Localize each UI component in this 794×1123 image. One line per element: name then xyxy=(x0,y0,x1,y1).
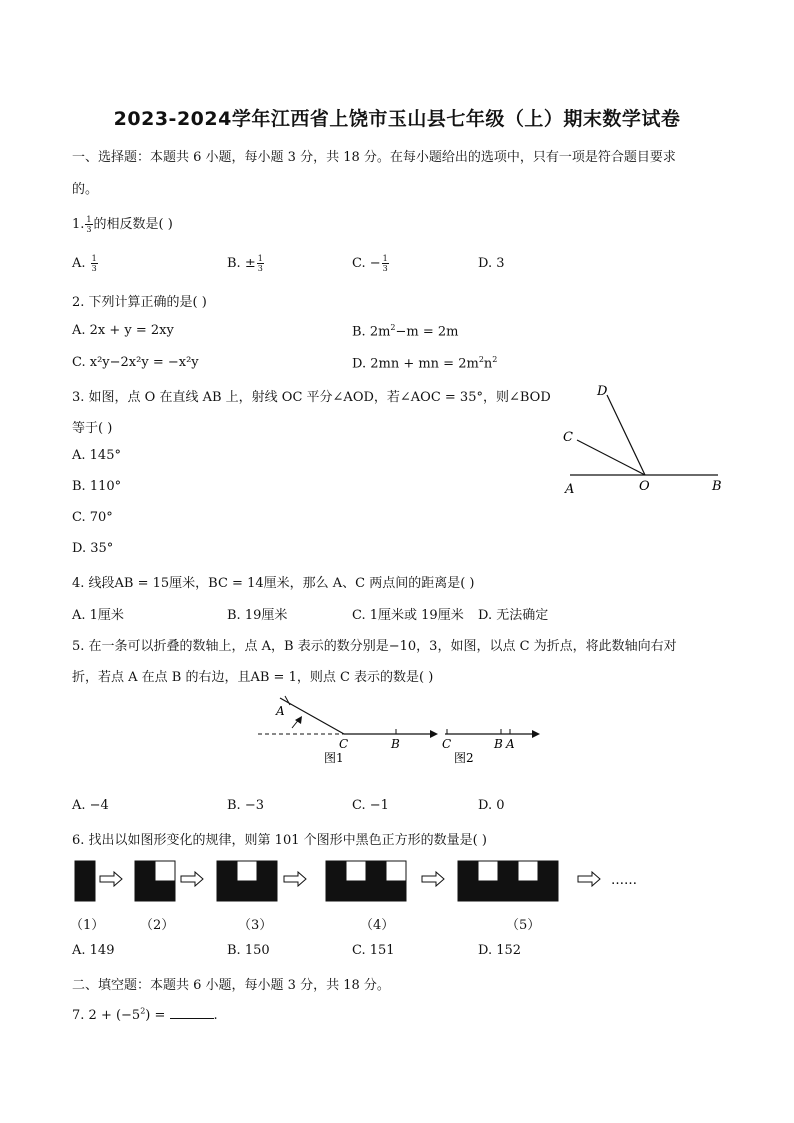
q2-option-d: D. 2mn + mn = $2m^2n^2$ xyxy=(352,355,498,372)
q3-option-a: A. 145° xyxy=(72,448,121,463)
fig2-label-c: C xyxy=(442,737,452,751)
question-1-stem xyxy=(72,213,173,234)
question-2-stem: 2. 下列计算正确的是( ) xyxy=(72,295,207,310)
q2-option-a: A. 2x + y = 2xy xyxy=(72,323,174,338)
q6-option-a: A. 149 xyxy=(72,943,115,958)
q6-caption-5: （5） xyxy=(506,918,541,933)
question-3-stem-line2: 等于( ) xyxy=(72,421,113,436)
q1-fraction: $\frac{1}{3}$ xyxy=(86,215,92,234)
q3-option-c: C. 70° xyxy=(72,510,113,525)
q2-option-c: C. x²y−2x²y = −x²y xyxy=(72,355,199,370)
fig2-caption: 图2 xyxy=(454,751,474,765)
q3-angle-figure xyxy=(555,378,735,498)
ray-od xyxy=(607,395,645,475)
q6-caption-1: （1） xyxy=(70,918,105,933)
q3-option-b: B. 110° xyxy=(72,479,122,494)
q6-option-d: D. 152 xyxy=(478,943,522,958)
fig2-label-b: B xyxy=(494,737,503,751)
fig1-label-b: B xyxy=(391,737,400,751)
fig2-arrowhead xyxy=(532,730,540,738)
q6-option-b: B. 150 xyxy=(227,943,270,958)
label-b: B xyxy=(712,479,722,494)
fig1-tick-a xyxy=(285,696,290,705)
ray-oc xyxy=(577,440,645,475)
q6-caption-3: （3） xyxy=(238,918,273,933)
fig1-label-a: A xyxy=(276,704,285,718)
fig2-label-a: A xyxy=(506,737,515,751)
q5-option-c: C. −1 xyxy=(352,798,389,813)
q6-option-c: C. 151 xyxy=(352,943,395,958)
q4-option-a: A. 1厘米 xyxy=(72,608,124,623)
section1-heading-line1: 一、选择题：本题共 6 小题，每小题 3 分，共 18 分。在每小题给出的选项中，只有一项是符合题目要求 xyxy=(72,150,676,165)
question-5-stem-line2: 折，若点 A 在点 B 的右边，且AB = 1，则点 C 表示的数是( ) xyxy=(72,670,434,685)
fig1-label-c: C xyxy=(339,737,349,751)
q7-answer-blank[interactable] xyxy=(170,1006,214,1019)
q4-option-d: D. 无法确定 xyxy=(478,608,549,623)
label-d: D xyxy=(597,384,608,399)
q4-option-c: C. 1厘米或 19厘米 xyxy=(352,608,464,623)
question-6-stem: 6. 找出以如图形变化的规律，则第 101 个图形中黑色正方形的数量是( ) xyxy=(72,833,487,848)
label-o: O xyxy=(639,479,650,494)
fig1-arrowhead xyxy=(430,730,438,738)
q1-number: 1. xyxy=(72,217,85,232)
q6-pattern-figure xyxy=(70,856,690,908)
question-3-stem-line1: 3. 如图，点 O 在直线 AB 上，射线 OC 平分∠AOD，若∠AOC = 35°，则∠BOD xyxy=(72,390,551,405)
q5-option-d: D. 0 xyxy=(478,798,505,813)
label-c: C xyxy=(563,430,573,445)
q5-option-b: B. −3 xyxy=(227,798,264,813)
q5-option-a: A. −4 xyxy=(72,798,109,813)
q1-stem-text: 的相反数是( ) xyxy=(93,217,173,232)
q1-option-d: D. 3 xyxy=(478,256,505,271)
q1-option-b: B. ± $\frac{1}{3}$ xyxy=(227,254,263,273)
question-4-stem: 4. 线段AB = 15厘米，BC = 14厘米，那么 A、C 两点间的距离是( ) xyxy=(72,576,475,591)
page-title: 2023-2024学年江西省上饶市玉山县七年级（上）期末数学试卷 xyxy=(113,108,681,130)
question-7-stem: 7. $2 + (-5^2)$ = . xyxy=(72,1006,218,1023)
section1-heading-line2: 的。 xyxy=(72,182,99,197)
label-a: A xyxy=(565,482,575,497)
q6-ellipsis: …… xyxy=(611,873,637,888)
q6-caption-2: （2） xyxy=(140,918,175,933)
fig1-caption: 图1 xyxy=(324,751,344,765)
q5-number-line-figure xyxy=(250,690,550,770)
q4-option-b: B. 19厘米 xyxy=(227,608,288,623)
question-5-stem-line1: 5. 在一条可以折叠的数轴上，点 A，B 表示的数分别是−10，3，如图，以点 C 为折点，将此数轴向右对 xyxy=(72,639,677,654)
q2-option-b: B. $2m^2-m = 2m$ xyxy=(352,323,459,340)
q1-option-c: C. − $\frac{1}{3}$ xyxy=(352,254,388,273)
q1-option-a: A. $\frac{1}{3}$ xyxy=(72,254,97,273)
q3-option-d: D. 35° xyxy=(72,541,114,556)
section2-heading: 二、填空题：本题共 6 小题，每小题 3 分，共 18 分。 xyxy=(72,978,390,993)
q6-caption-4: （4） xyxy=(360,918,395,933)
